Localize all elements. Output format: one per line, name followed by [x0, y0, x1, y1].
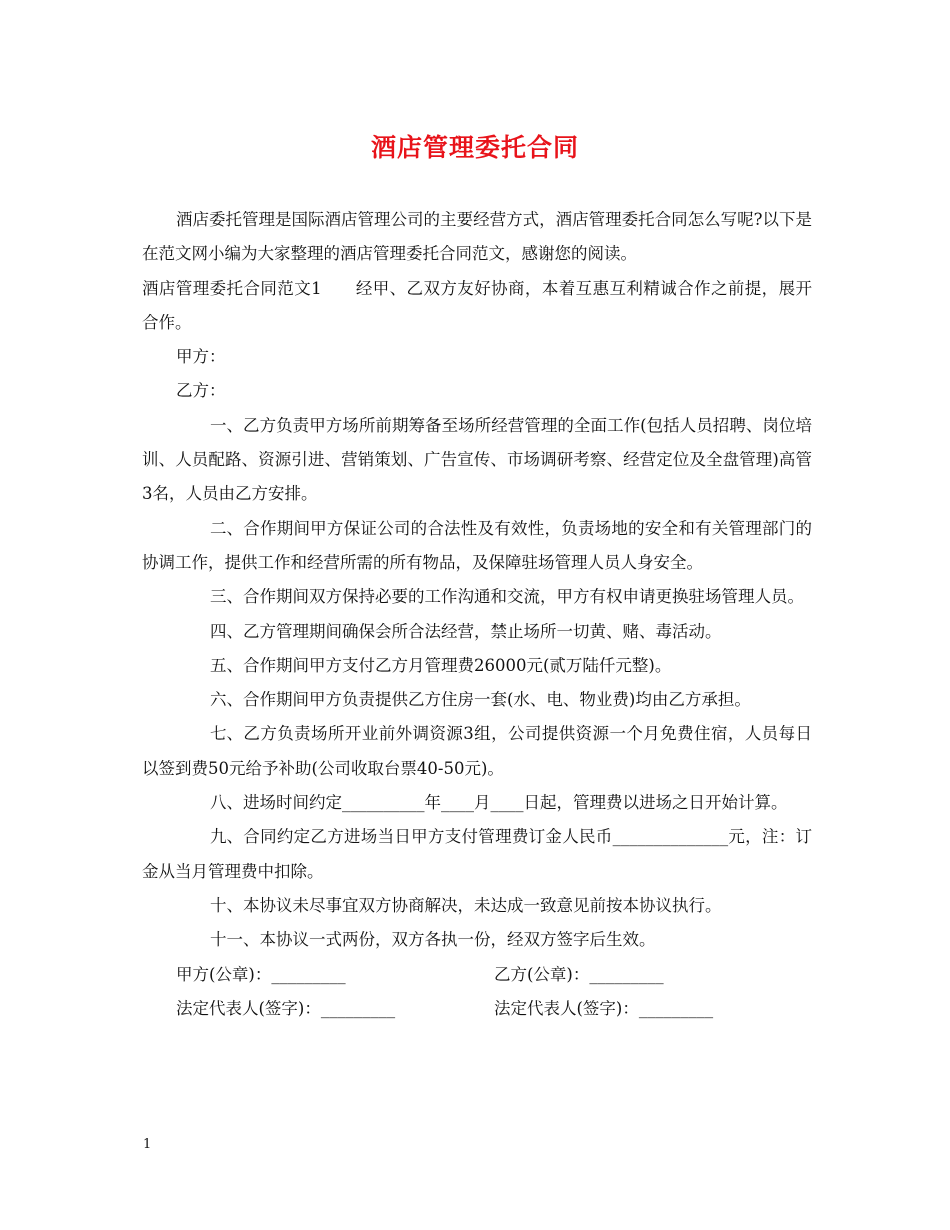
- clause-text: 合作期间甲方保证公司的合法性及有效性，负责场地的安全和有关管理部门的协调工作，提供工作和经营所需的所有物品，及保障驻场管理人员人身安全。: [142, 518, 812, 572]
- clause-5: [142, 649, 812, 683]
- seal-row: [142, 958, 812, 992]
- clause-number: 四、: [210, 621, 243, 641]
- clause-number: 十一、: [210, 930, 260, 950]
- page-number: 1: [143, 1137, 152, 1152]
- clause-number: 三、: [210, 587, 243, 607]
- clause-4: [142, 615, 812, 649]
- party-a-label: 甲方：: [176, 347, 226, 367]
- clause-number: 六、: [210, 690, 243, 710]
- party-a-seal-line: 甲方(公章)：_________: [176, 964, 346, 984]
- clause-text: 乙方负责甲方场所前期筹备至场所经营管理的全面工作(包括人员招聘、岗位培训、人员配路、资源引进、营销策划、广告宣传、市场调研考察、经营定位及全盘管理)高管3名，人员由乙方安排。: [142, 415, 812, 504]
- clause-7: [142, 717, 812, 786]
- party-b-seal-line: 乙方(公章)：_________: [494, 964, 664, 984]
- clause-number: 五、: [210, 655, 243, 675]
- party-b-label: 乙方：: [176, 381, 226, 401]
- clause-text: 进场时间约定__________年____月____日起，管理费以进场之日开始计算。: [243, 793, 788, 813]
- document-body: [142, 203, 812, 1026]
- representative-row: [142, 992, 812, 1026]
- party-b-representative-line: 法定代表人(签字)：_________: [494, 998, 714, 1018]
- clause-text: 合作期间甲方负责提供乙方住房一套(水、电、物业费)均由乙方承担。: [243, 690, 751, 710]
- clause-9: [142, 820, 812, 889]
- clause-text: 乙方管理期间确保会所合法经营，禁止场所一切黄、赌、毒活动。: [243, 621, 722, 641]
- clause-text: 合同约定乙方进场当日甲方支付管理费订金人民币______________元，注：订金从当月管理费中扣除。: [142, 827, 812, 881]
- clause-text: 合作期间甲方支付乙方月管理费26000元(贰万陆仟元整)。: [243, 655, 672, 675]
- party-a-representative-line: 法定代表人(签字)：_________: [176, 998, 396, 1018]
- sample-heading-paragraph: 酒店管理委托合同范文1 经甲、乙双方友好协商，本着互惠互利精诚合作之前提，展开合作。: [142, 278, 812, 332]
- clause-text: 本协议一式两份，双方各执一份，经双方签字后生效。: [259, 930, 656, 950]
- clause-1: [142, 409, 812, 512]
- clause-text: 合作期间双方保持必要的工作沟通和交流，甲方有权申请更换驻场管理人员。: [243, 587, 804, 607]
- clause-11: [142, 923, 812, 957]
- clause-number: 十、: [210, 895, 243, 915]
- clause-3: [142, 580, 812, 614]
- clause-2: [142, 512, 812, 581]
- clause-10: [142, 889, 812, 923]
- clause-text: 乙方负责场所开业前外调资源3组，公司提供资源一个月免费住宿，人员每日以签到费50元给予补助(公司收取台票40-50元)。: [142, 724, 812, 778]
- clause-8: [142, 786, 812, 820]
- clause-number: 八、: [210, 793, 243, 813]
- clause-number: 九、: [210, 827, 243, 847]
- clause-6: [142, 683, 812, 717]
- clause-number: 二、: [210, 518, 243, 538]
- intro-paragraph: 酒店委托管理是国际酒店管理公司的主要经营方式，酒店管理委托合同怎么写呢?以下是在范文网小编为大家整理的酒店管理委托合同范文，感谢您的阅读。: [142, 210, 812, 264]
- document-title: 酒店管理委托合同: [370, 133, 579, 162]
- clause-number: 一、: [210, 415, 243, 435]
- clause-text: 本协议未尽事宜双方协商解决，未达成一致意见前按本协议执行。: [243, 895, 722, 915]
- clause-number: 七、: [210, 724, 243, 744]
